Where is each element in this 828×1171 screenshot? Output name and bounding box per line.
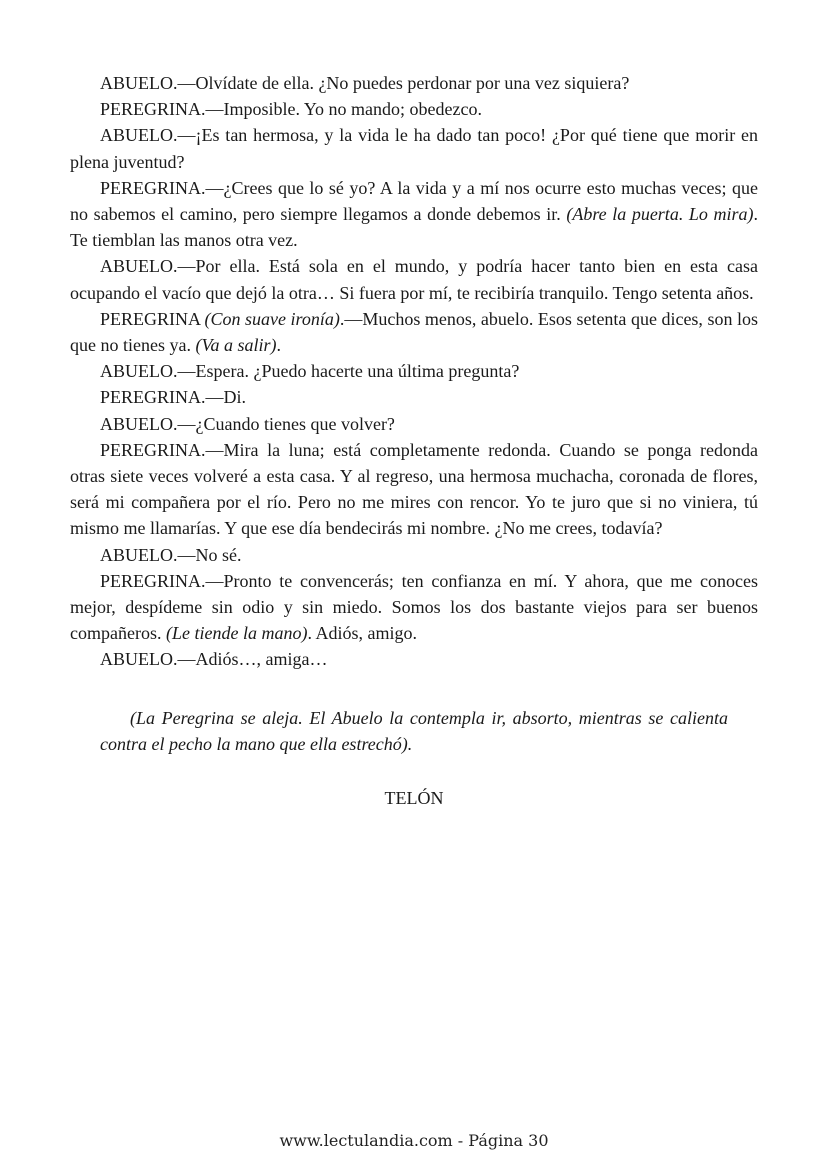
page-body: [70, 70, 758, 829]
dialogue-text: PEREGRINA.—Mira la luna; está completamente redonda. Cuando se ponga redonda otras siete veces volveré a esta casa. Y al regreso, una hermosa muchacha, coronada de flores, será mi compañera por el río. Pero no me mires con rencor. Yo te juro que si no viniera, tú mismo me llamarías. Y que ese día bendecirás mi nombre. ¿No me crees, todavía?: [70, 439, 758, 539]
dialogue-text: ABUELO.—Olvídate de ella. ¿No puedes perdonar por una vez siquiera?: [100, 73, 630, 93]
dialogue-paragraph: [70, 253, 758, 305]
dialogue-text: ABUELO.—¡Es tan hermosa, y la vida le ha dado tan poco! ¿Por qué tiene que morir en plena juventud?: [70, 125, 758, 172]
dialogue-text: . Te tiemblan las manos otra vez.: [70, 204, 758, 251]
dialogue-text: PEREGRINA.—¿Crees que lo sé yo? A la vida y a mí nos ocurre esto muchas veces; que no sabemos el camino, pero siempre llegamos a donde debemos ir.: [70, 177, 758, 225]
dialogue-paragraph: [70, 122, 758, 174]
dialogue-paragraph: [70, 384, 758, 410]
dialogue-text: .—Muchos menos, abuelo. Esos setenta que dices, son los que no tienes ya.: [70, 308, 758, 356]
dialogue-text: PEREGRINA.—Pronto te convencerás; ten confianza en mí. Y ahora, que me conoces mejor, despídeme sin odio y sin miedo. Somos los dos bastante viejos para ser buenos compañeros.: [70, 570, 758, 644]
stage-direction: (Con suave ironía): [204, 308, 340, 329]
dialogue-paragraph: [70, 568, 758, 647]
dialogue-text: ABUELO.—No sé.: [100, 544, 242, 565]
dialogue-paragraph: [70, 437, 758, 542]
dialogue-block: [70, 70, 758, 673]
dialogue-paragraph: [70, 306, 758, 358]
dialogue-paragraph: [70, 175, 758, 254]
dialogue-text: .: [276, 335, 281, 356]
dialogue-paragraph: [70, 358, 758, 384]
dialogue-text: PEREGRINA.—Imposible. Yo no mando; obedezco.: [100, 99, 482, 120]
dialogue-paragraph: [70, 96, 758, 122]
dialogue-text: ABUELO.—Adiós…, amiga…: [100, 649, 328, 670]
stage-direction: (Abre la puerta. Lo mira): [566, 204, 754, 225]
dialogue-text: ABUELO.—Por ella. Está sola en el mundo, y podría hacer tanto bien en esta casa ocupando el vacío que dejó la otra… Si fuera por mí, te recibiría tranquilo. Tengo setenta años.: [70, 256, 758, 303]
dialogue-text: ABUELO.—¿Cuando tienes que volver?: [100, 413, 395, 434]
dialogue-text: PEREGRINA.—Di.: [100, 387, 247, 408]
stage-direction: (Le tiende la mano): [165, 623, 308, 644]
dialogue-text: ABUELO.—Espera. ¿Puedo hacerte una última pregunta?: [100, 361, 520, 382]
dialogue-paragraph: [70, 70, 758, 96]
end-mark-telon: TELÓN: [384, 788, 444, 809]
dialogue-text: . Adiós, amigo.: [307, 623, 417, 644]
dialogue-paragraph: [70, 542, 758, 568]
closing-stage-direction: (La Peregrina se aleja. El Abuelo la contempla ir, absorto, mientras se calienta contra el pecho la mano que ella estrechó).: [100, 707, 728, 754]
page-footer: www.lectulandia.com - Página 30: [279, 1131, 549, 1150]
dialogue-text: PEREGRINA: [100, 308, 205, 329]
dialogue-paragraph: [70, 646, 758, 672]
dialogue-paragraph: [70, 411, 758, 437]
stage-direction: (Va a salir): [195, 335, 277, 356]
